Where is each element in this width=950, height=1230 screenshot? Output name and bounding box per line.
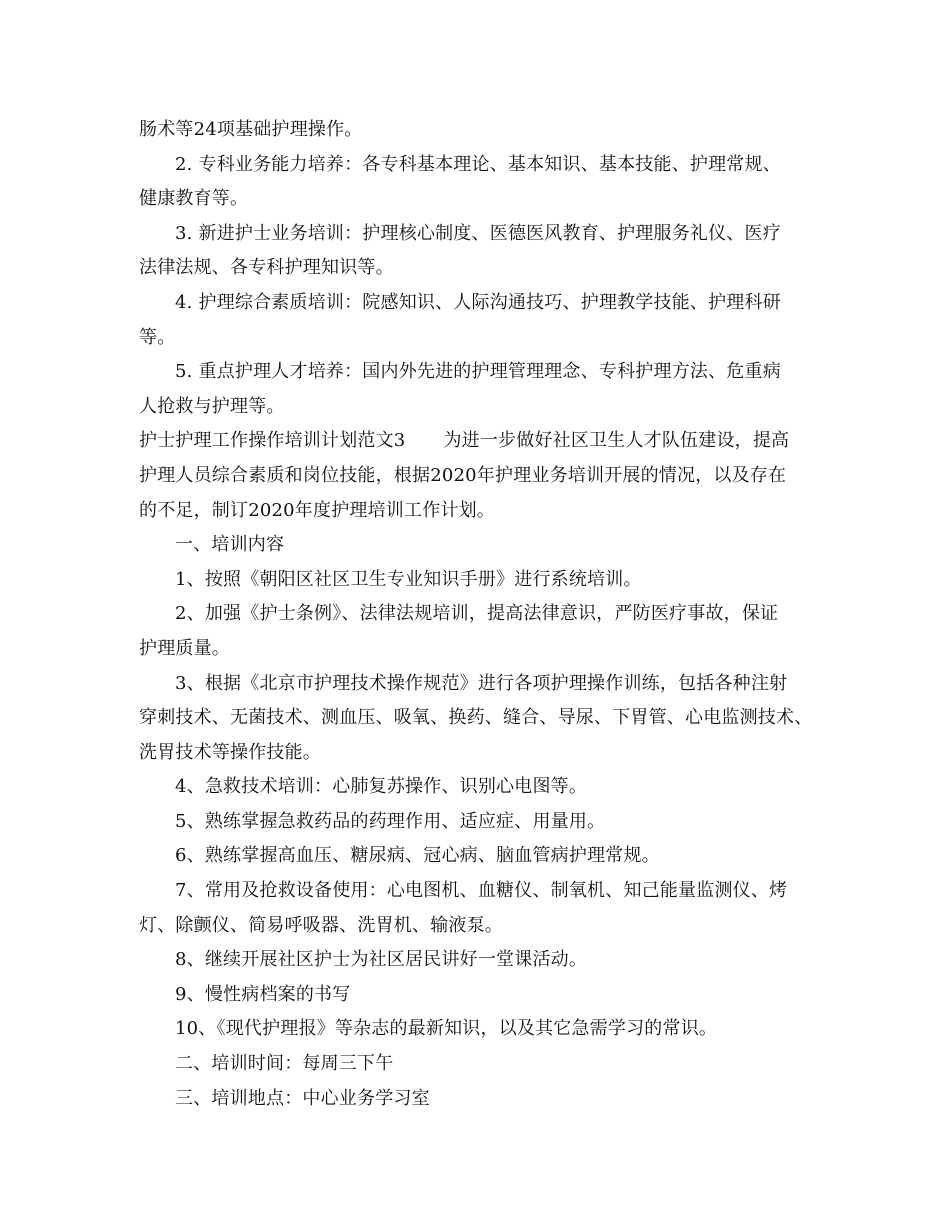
text-line: 三、培训地点：中心业务学习室 (175, 1087, 430, 1109)
paragraph-block-1 (139, 113, 839, 424)
paragraph-block-2 (139, 459, 839, 1116)
text-line: 护理质量。 (139, 637, 230, 659)
text-line: 4、急救技术培训：心肺复苏操作、识别心电图等。 (175, 776, 588, 798)
text-line: 5. 重点护理人才培养：国内外先进的护理管理理念、专科护理方法、危重病 (175, 361, 781, 383)
section-title: 护士护理工作操作培训计划范文3 (139, 430, 406, 452)
text-line: 4. 护理综合素质培训：院感知识、人际沟通技巧、护理教学技能、护理科研 (175, 291, 781, 313)
text-line: 的不足，制订2020年度护理培训工作计划。 (139, 499, 496, 521)
section-intro: 为进一步做好社区卫生人才队伍建设，提高 (443, 430, 790, 452)
text-line: 穿刺技术、无菌技术、测血压、吸氧、换药、缝合、导尿、下胃管、心电监测技术、 (139, 707, 813, 729)
text-line: 2. 专科业务能力培养：各专科基本理论、基本知识、基本技能、护理常规、 (175, 153, 781, 175)
text-line: 6、熟练掌握高血压、糖尿病、冠心病、脑血管病护理常规。 (175, 845, 660, 867)
text-line: 人抢救与护理等。 (139, 395, 285, 417)
text-line: 洗胃技术等操作技能。 (139, 741, 321, 763)
text-line: 健康教育等。 (139, 188, 249, 210)
text-line: 3、根据《北京市护理技术操作规范》进行各项护理操作训练，包括各种注射 (175, 672, 788, 694)
text-line: 灯、除颤仪、简易呼吸器、洗胃机、输液泵。 (139, 914, 503, 936)
text-line: 9、慢性病档案的书写 (175, 983, 351, 1005)
text-line: 10、《现代护理报》等杂志的最新知识，以及其它急需学习的常识。 (175, 1018, 718, 1040)
text-line: 8、继续开展社区护士为社区居民讲好一堂课活动。 (175, 949, 588, 971)
text-line: 2、加强《护士条例》、法律法规培训，提高法律意识，严防医疗事故，保证 (175, 603, 779, 625)
text-line: 肠术等24项基础护理操作。 (139, 119, 363, 140)
text-line: 7、常用及抢救设备使用：心电图机、血糖仪、制氧机、知己能量监测仪、烤 (175, 880, 788, 902)
section-heading-line (139, 424, 839, 459)
document-body (139, 113, 839, 1116)
text-line: 一、培训内容 (175, 534, 285, 556)
text-line: 等。 (139, 326, 176, 348)
text-line: 法律法规、各专科护理知识等。 (139, 257, 394, 279)
text-line: 护理人员综合素质和岗位技能，根据2020年护理业务培训开展的情况，以及存在 (139, 464, 787, 486)
text-line: 5、熟练掌握急救药品的药理作用、适应症、用量用。 (175, 810, 606, 832)
text-line: 二、培训时间：每周三下午 (175, 1053, 394, 1075)
text-line: 3. 新进护士业务培训：护理核心制度、医德医风教育、护理服务礼仪、医疗 (175, 222, 781, 244)
text-line: 1、按照《朝阳区社区卫生专业知识手册》进行系统培训。 (175, 568, 642, 590)
